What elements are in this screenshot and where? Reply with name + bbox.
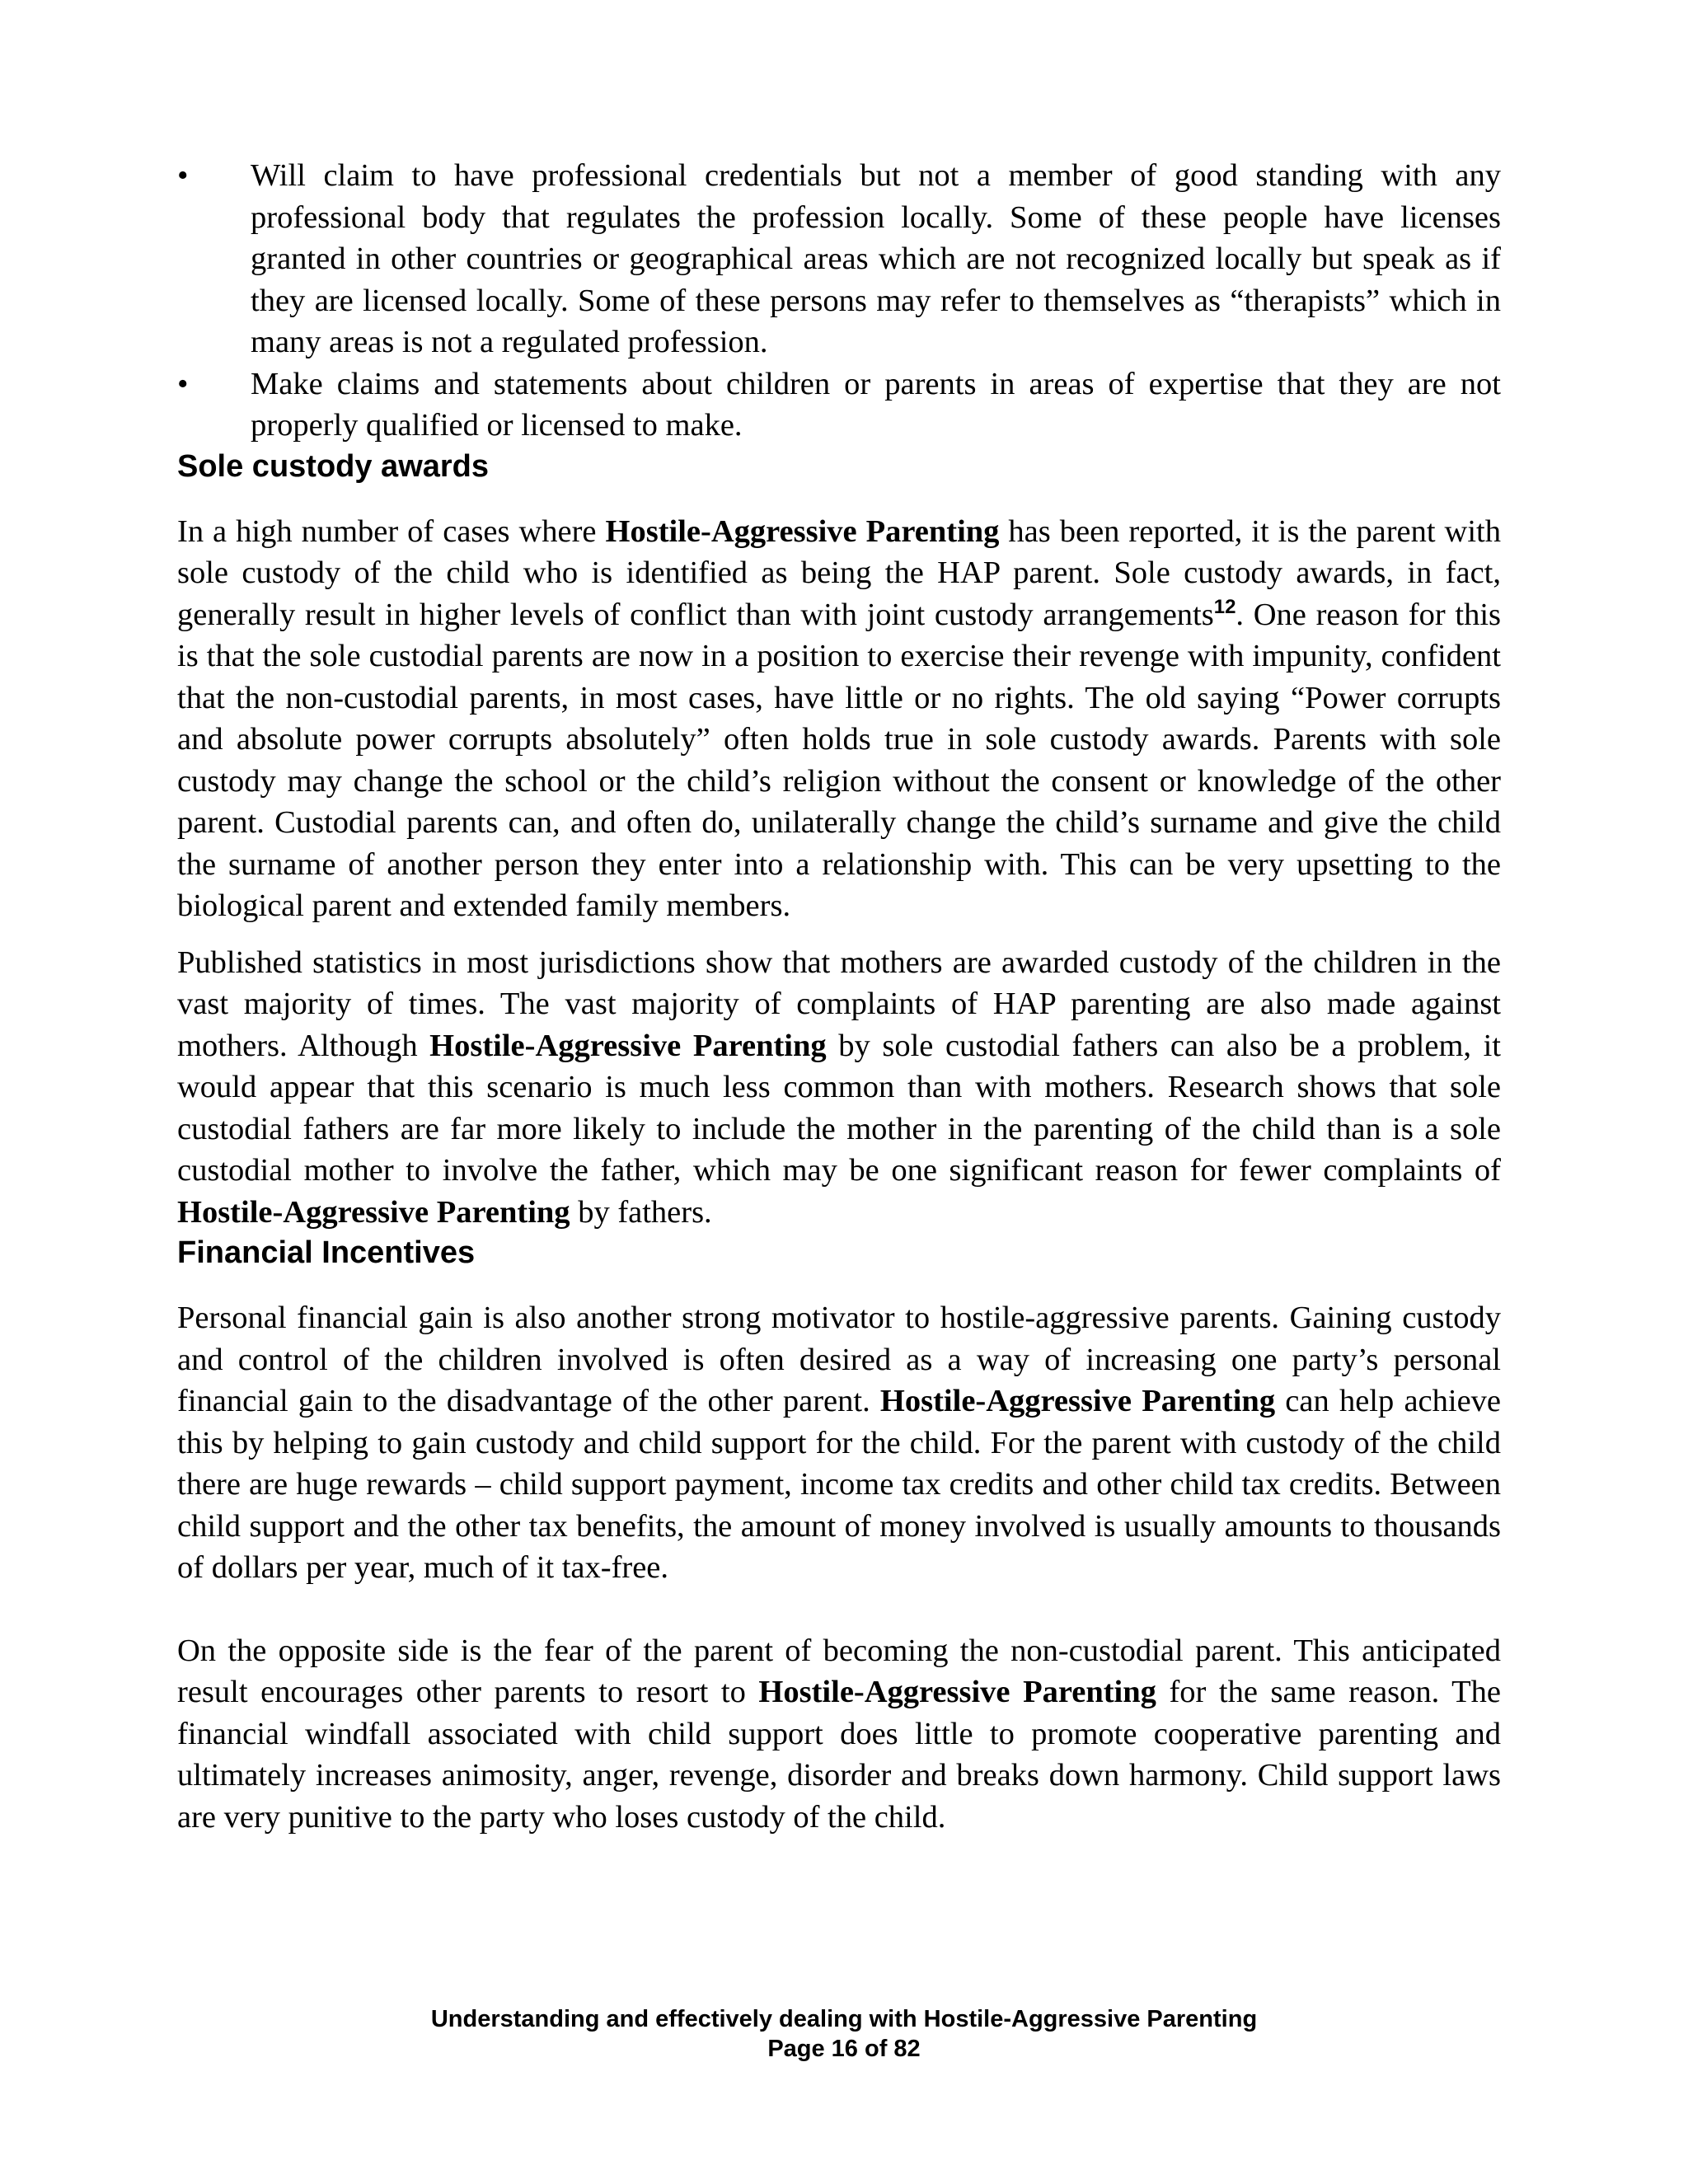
- bold-term: Hostile-Aggressive Parenting: [429, 1028, 827, 1063]
- text-run: Published statistics in most jurisdictions show that mothers are awarded custody of the children in the vast majority of times. The vast majority of complaints of HAP parenting are also made against mothers. Although: [177, 944, 1501, 1063]
- bold-term: Hostile-Aggressive Parenting: [879, 1384, 1276, 1418]
- bold-term: Hostile-Aggressive Parenting: [605, 513, 1000, 549]
- bullet-item: [177, 363, 1501, 447]
- paragraph-financial-1: [177, 1297, 1501, 1589]
- section-heading-sole-custody: Sole custody awards: [177, 448, 490, 484]
- text-run: by sole custodial fathers can also be a problem, it would appear that this scenario is much less common than with mothers. Research shows that sole custodial fathers are far more likely to include the mother in the parenting of the child than is a sole custodial mother to involve the father, which may be one significant reason for fewer complaints of: [177, 1028, 1501, 1188]
- text-run: by fathers.: [570, 1194, 712, 1230]
- page-footer: [0, 2004, 1688, 2064]
- section-heading-financial: Financial Incentives: [177, 1235, 476, 1270]
- text-run: has been reported, it is the parent with sole custody of the child who is identified as being the HAP parent. Sole custody awards, in fact, generally result in higher levels of conflict than with joint custody arrangements: [177, 513, 1502, 632]
- text-run: can help achieve this by helping to gain custody and child support for the child. For the parent with custody of the child there are huge rewards – child support payment, income tax credits and other child tax credits. Between child support and the other tax benefits, the amount of money involved is usually amounts to thousands of dollars per year, much of it tax-free.: [177, 1384, 1501, 1585]
- bullet-icon: •: [177, 158, 189, 193]
- bullet-text: Make claims and statements about children or parents in areas of expertise that they are not properly qualified or licensed to make.: [251, 366, 1501, 443]
- document-page: [177, 155, 1501, 1838]
- paragraph-financial-2: [177, 1630, 1501, 1839]
- bold-term: Hostile-Aggressive Parenting: [177, 1194, 570, 1230]
- bullet-icon: •: [177, 366, 189, 401]
- text-run: . One reason for this is that the sole custodial parents are now in a position to exercise their revenge with impunity, confident that the non-custodial parents, in most cases, have little or no rights. The old saying “Power corrupts and absolute power corrupts absolutely” often holds true in sole custody awards. Parents with sole custody may change the school or the child’s religion without the consent or knowledge of the other parent. Custodial parents can, and often do, unilaterally change the child’s surname and give the child the surname of another person they enter into a relationship with. This can be very upsetting to the biological parent and extended family members.: [177, 597, 1501, 923]
- bold-term: Hostile-Aggressive Parenting: [758, 1675, 1156, 1709]
- paragraph-sole-custody-1: [177, 511, 1501, 927]
- bullet-item: [177, 155, 1501, 363]
- bullet-text: Will claim to have professional credentials but not a member of good standing with any professional body that regulates the profession locally. Some of these people have licenses granted in other countries or geographical areas which are not recognized locally but speak as if they are licensed locally. Some of these persons may refer to themselves as “therapists” which in many areas is not a regulated profession.: [251, 158, 1501, 359]
- page-number: Page 16 of 82: [767, 2036, 921, 2062]
- footnote-reference: 12: [1213, 595, 1236, 618]
- paragraph-sole-custody-2: [177, 942, 1501, 1234]
- text-run: In a high number of cases where: [177, 513, 606, 549]
- text-run: Personal financial gain is also another strong motivator to hostile-aggressive parents. Gaining custody and control of the children involved is often desired as a way of increasing one party’s personal financial gain to the disadvantage of the other parent.: [177, 1301, 1501, 1418]
- footer-title: Understanding and effectively dealing with Hostile-Aggressive Parenting: [430, 2006, 1258, 2032]
- text-run: for the same reason. The financial windfall associated with child support does little to promote cooperative parenting and ultimately increases animosity, anger, revenge, disorder and breaks down harmony. Child support laws are very punitive to the party who loses custody of the child.: [177, 1675, 1501, 1835]
- text-run: On the opposite side is the fear of the parent of becoming the non-custodial parent. This anticipated result encourages other parents to resort to: [177, 1633, 1501, 1709]
- bullet-list: [177, 155, 1501, 447]
